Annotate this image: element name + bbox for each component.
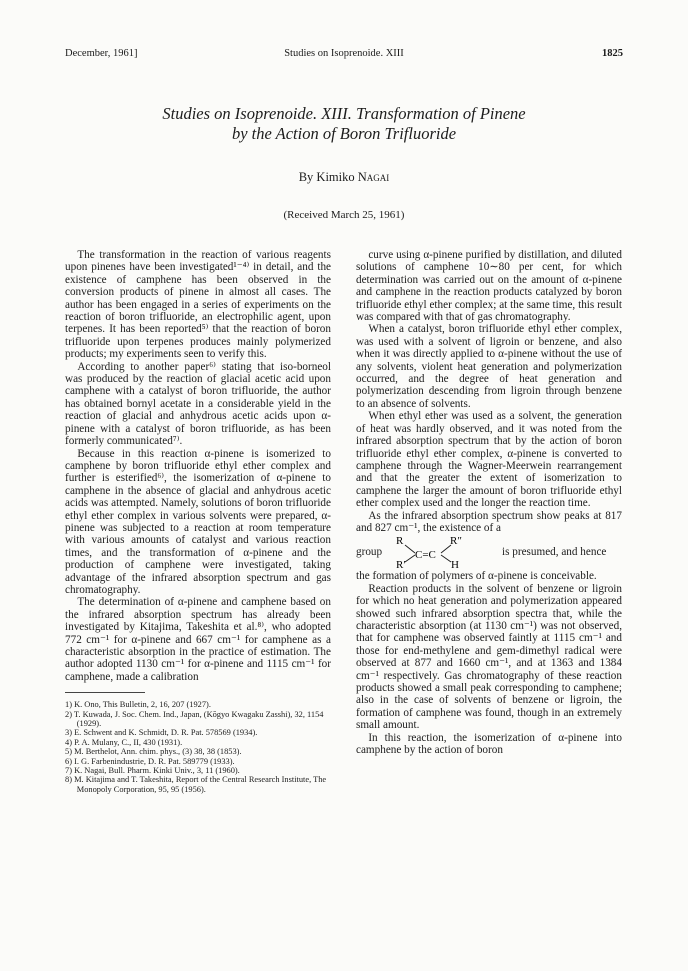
structural-formula [394, 534, 474, 570]
formula-h: H [451, 559, 459, 571]
author-line [0, 170, 688, 185]
footnote: 7) K. Nagai, Bull. Pharm. Kinki Univ., 3, 11 (1960). [65, 766, 240, 776]
footnote: 4) P. A. Mulany, C., II, 430 (1931). [65, 737, 183, 747]
formula-bond-lower-left [405, 555, 415, 562]
formula-r: R [396, 535, 404, 548]
formula-r-double-prime: R″ [450, 535, 462, 548]
received-date: (Received March 25, 1961) [283, 209, 405, 221]
formula-group-word: group [356, 546, 383, 559]
footnote: 6) I. G. Farbenindustrie, D. R. Pat. 589779 (1933). [65, 756, 235, 766]
author-prefix: By Kimiko [298, 170, 355, 184]
footnote: 2) T. Kuwada, J. Soc. Chem. Ind., Japan, (Kōgyo Kwagaku Zasshi), 32, 1154 (1929). [65, 709, 324, 729]
header-page-number: 1825 [602, 48, 623, 59]
running-header [65, 48, 623, 62]
header-date: December, 1961] [65, 48, 138, 59]
formula-bond-upper-left [405, 545, 415, 553]
left-column [65, 249, 331, 794]
right-column [356, 249, 622, 756]
header-running-title: Studies on Isoprenoide. XIII [284, 48, 404, 59]
formula-r-prime: R′ [396, 559, 406, 571]
body-paragraph: When ethyl ether was used as a solvent, the generation of heat was hardly observed, and it was noted from the infrared absorption spectrum that by the action of boron trifluoride ethyl ether complex, α-pinene is converted to camphene through the Wagner-Meerwein rearrangement and that the greater the extent of isomerization to camphene the larger the amount of boron trifluoride ethyl ether complex used and the longer the reaction time. [356, 410, 622, 510]
body-paragraph: curve using α-pinene purified by distillation, and diluted solutions of camphene 10∼80 per cent, for which determination was carried out on the amount of α-pinene and camphene in the reaction products catalyzed by boron trifluoride ethyl ether complex; at the same time, this result was compared with that of gas chromatography. [356, 249, 622, 324]
body-paragraph: In this reaction, the isomerization of α-pinene into camphene by the action of boron [356, 731, 622, 757]
body-paragraph: According to another paper⁶⁾ stating that iso-borneol was produced by the reaction of glacial acetic acid upon camphene with a catalyst of boron trifluoride, the author has obtained bornyl acetate in a considerable yield in the reaction of glacial and anhydrous acetic acids upon α-pinene with a catalyst of boron trifluoride, as has been formerly communicated⁷⁾. [65, 360, 331, 448]
formula-trailing-text: is presumed, and hence [502, 546, 607, 559]
author-surname: Nagai [357, 170, 390, 184]
footnote: 8) M. Kitajima and T. Takeshita, Report of the Central Research Institute, The Monopoly Corporation, 95, 95 (1956). [65, 775, 327, 794]
body-paragraph: The transformation in the reaction of various reagents upon pinenes have been investigated¹⁻⁴⁾ in detail, and the existence of camphene has been observed in the conversion products of pinene in almost all cases. The author has been engaged in a series of experiments on the reaction of boron trifluoride, an electrophilic agent, upon terpenes. It has been reported⁵⁾ that the reaction of boron trifluoride upon terpenes produces mainly polymerized products; my experiments seen to verify this. [65, 249, 331, 361]
footnote: 5) M. Berthelot, Ann. chim. phys., (3) 38, 38 (1853). [65, 747, 242, 757]
alkene-group-formula [356, 534, 622, 570]
footnote: 3) E. Schwent and K. Schmidt, D. R. Pat. 578569 (1934). [65, 728, 258, 738]
footnote: 1) K. Ono, This Bulletin, 2, 16, 207 (1927). [65, 700, 211, 710]
formula-center: C=C [415, 549, 436, 562]
body-paragraph: The determination of α-pinene and camphene based on the infrared absorption spectrum has already been investigated by Kitajima, Takeshita et al.⁸⁾, who adopted 772 cm⁻¹ for α-pinene and 667 cm⁻¹ for camphene as a characteristic absorption in the practice of estimation. The author adopted 1130 cm⁻¹ for α-pinene and 1115 cm⁻¹ for camphene, made a calibration [65, 596, 331, 683]
footnote-divider [65, 692, 145, 693]
body-paragraph: When a catalyst, boron trifluoride ethyl ether complex, was used with a solvent of ligroin or benzene, and also when it was directly applied to α-pinene without the use of any solvents, violent heat generation and polymerization occurred, and the degree of heat generation and polymerization descending from ligroin through benzene to an absence of solvents. [356, 323, 622, 410]
footnotes [65, 700, 331, 794]
body-paragraph: Because in this reaction α-pinene is isomerized to camphene by boron trifluoride ethyl ether complex and further is esterified⁶⁾, the isomerization of α-pinene to camphene in the absence of glacial and anhydrous acetic acids was attempted. Namely, solutions of boron trifluoride ethyl ether complex in various solvents were prepared, α-pinene was subjected to a reaction at room temperature with various amounts of catalyst and various reaction times, and the transformation of α-pinene and the production of camphene were investigated, taking advantage of the infrared absorption spectrum and gas chromatography. [65, 447, 331, 596]
body-paragraph: As the infrared absorption spectrum show peaks at 817 and 827 cm⁻¹, the existence of a [356, 509, 622, 534]
body-paragraph: Reaction products in the solvent of benzene or ligroin for which no heat generation and polymerization appeared showed such infrared absorption spectra that, while the characteristic absorption (at 1130 cm⁻¹) was not observed, that for camphene was observed faintly at 1115 cm⁻¹ and those for end-methylene and gem-dimethyl radical were observed at 877 and 1660 cm⁻¹, and at 1363 and 1384 cm⁻¹ respectively. Gas chromatography of these reaction products showed a small peak corresponding to camphene; also in the case of solvents of benzene or ligroin, the formation of camphene was found, though in an extremely small amount. [356, 582, 622, 732]
article-title [60, 104, 628, 144]
formula-bond-lower-right [441, 555, 451, 562]
body-paragraph-continuation: the formation of polymers of α-pinene is conceivable. [356, 570, 597, 583]
title-line-1: Studies on Isoprenoide. XIII. Transformation of Pinene [162, 104, 526, 123]
title-line-2: by the Action of Boron Trifluoride [231, 124, 457, 143]
